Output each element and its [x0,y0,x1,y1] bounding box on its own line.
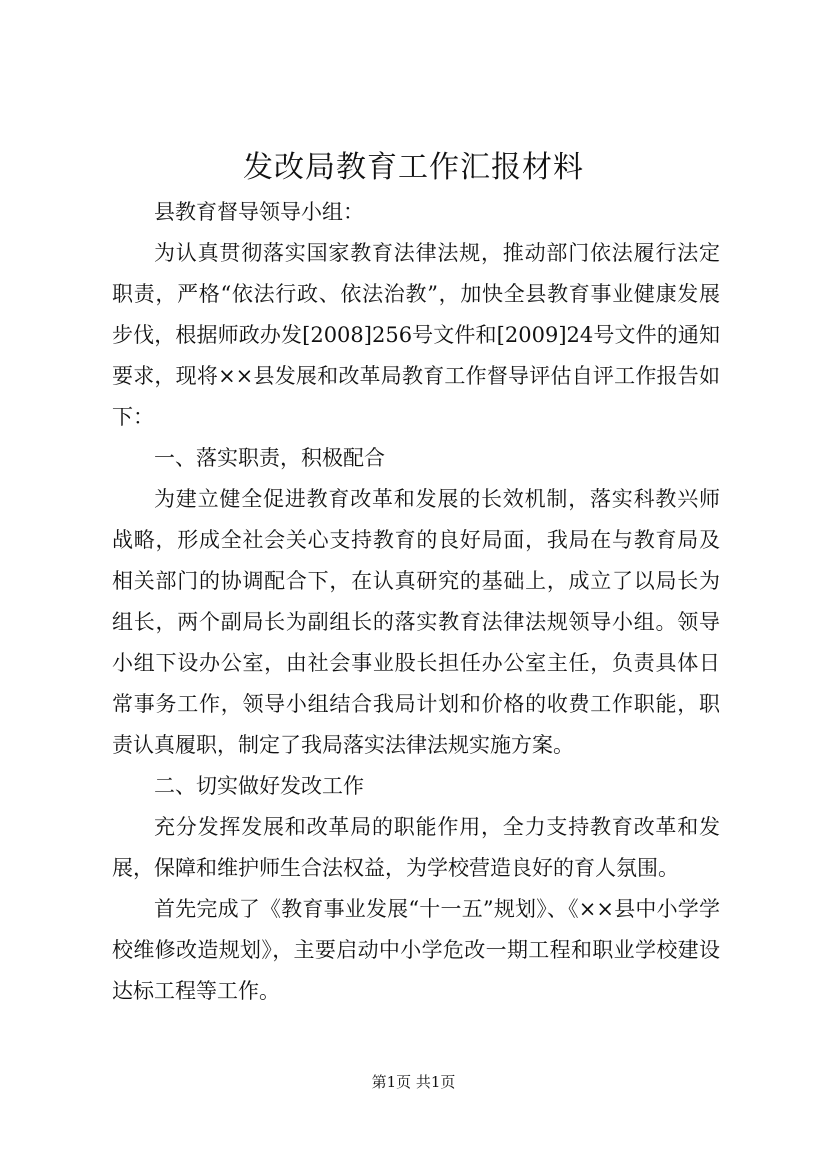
page-footer: 第1页 共1页 [371,1073,456,1091]
document-title: 发改局教育工作汇报材料 [243,150,584,185]
section-heading-1: 一、落实职责，积极配合 [154,446,385,470]
section-2-paragraph-2: 首先完成了《教育事业发展“十一五”规划》、《××县中小学学校维修改造规划》，主要启动中小学危改一期工程和职业学校建设达标工程等工作。 [112,897,720,1003]
section-2-paragraph-1: 充分发挥发展和改革局的职能作用，全力支持教育改革和发展，保障和维护师生合法权益，为学校营造良好的育人氛围。 [112,815,720,880]
section-heading-2: 二、切实做好发改工作 [154,774,364,798]
salutation: 县教育督导领导小组： [154,200,364,224]
document-body [112,192,720,1012]
intro-paragraph: 为认真贯彻落实国家教育法律法规，推动部门依法履行法定职责，严格“依法行政、依法治教”，加快全县教育事业健康发展步伐，根据师政办发[2008]256号文件和[2009]24号文件的通知要求，现将××县发展和改革局教育工作督导评估自评工作报告如下： [112,241,720,429]
section-1-paragraph: 为建立健全促进教育改革和发展的长效机制，落实科教兴师战略，形成全社会关心支持教育的良好局面，我局在与教育局及相关部门的协调配合下，在认真研究的基础上，成立了以局长为组长，两个副局长为副组长的落实教育法律法规领导小组。领导小组下设办公室，由社会事业股长担任办公室主任，负责具体日常事务工作，领导小组结合我局计划和价格的收费工作职能，职责认真履职，制定了我局落实法律法规实施方案。 [112,487,720,757]
